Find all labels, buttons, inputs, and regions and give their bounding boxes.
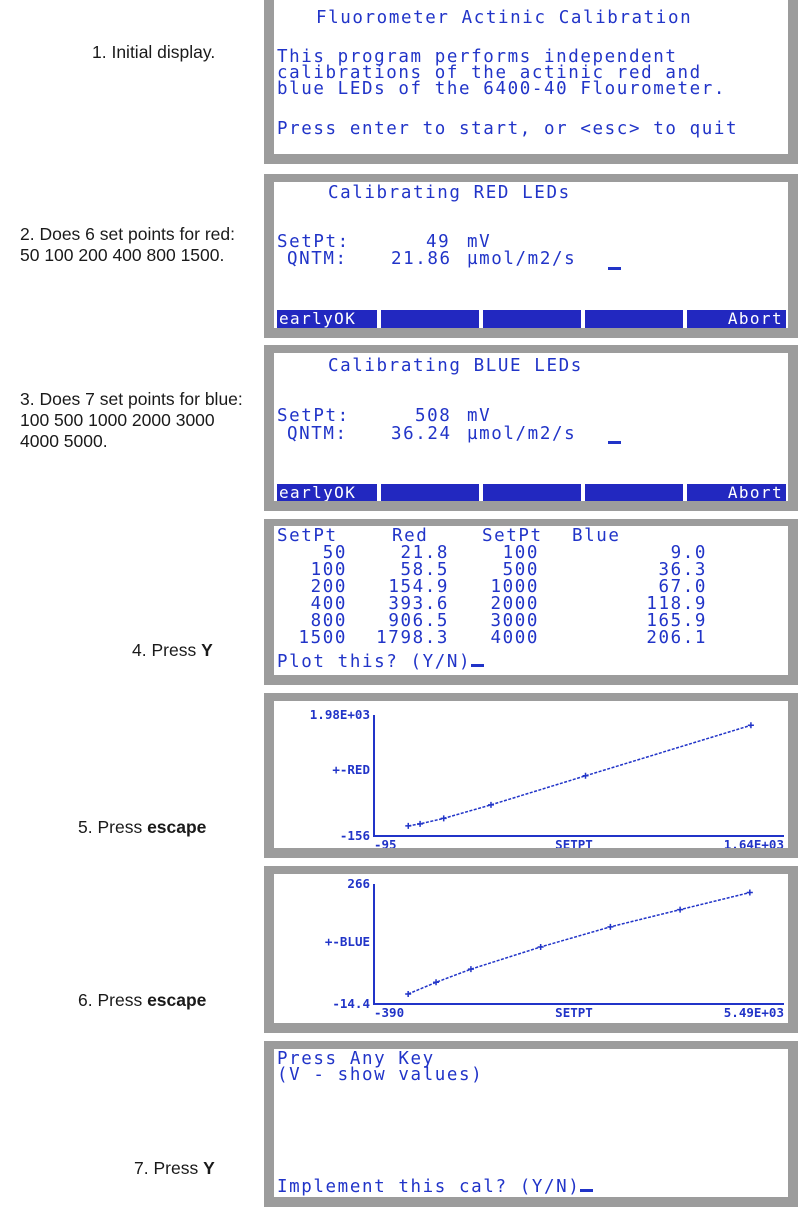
- blue-plot: [274, 874, 788, 1023]
- blue-plot-ylabel: +-BLUE: [324, 934, 370, 949]
- screen-3-setpt-value: 508: [415, 406, 452, 426]
- step-5-caption: [78, 817, 206, 838]
- screen-1-line-3: blue LEDs of the 6400-40 Flourometer.: [277, 79, 727, 99]
- table-cell: 100: [310, 560, 347, 580]
- blue-plot-ymax: 266: [347, 876, 370, 891]
- fkey-earlyok-button[interactable]: earlyOK: [277, 310, 377, 328]
- screen-3-cursor: [608, 441, 621, 444]
- screen-2-title: Calibrating RED LEDs: [328, 183, 571, 203]
- screen-5-display: [274, 701, 788, 848]
- red-plot-axes: [374, 715, 784, 836]
- red-plot-data-point: [582, 773, 588, 779]
- red-plot-ymax: 1.98E+03: [309, 707, 370, 722]
- step-4-caption: [132, 640, 213, 661]
- blue-plot-xlabel: SETPT: [555, 1005, 593, 1020]
- table-header-blue: Blue: [572, 526, 621, 546]
- screen-7-display: [274, 1049, 788, 1197]
- step-6-caption: [78, 990, 206, 1011]
- step-2-caption: 2. Does 6 set points for red: 50 100 200 400 800 1500.: [20, 224, 235, 265]
- screen-3-setpt-unit: mV: [467, 406, 492, 426]
- red-plot-xmin: -95: [374, 837, 397, 849]
- screen-5-frame: [264, 693, 798, 858]
- blue-plot-series-line: [408, 893, 750, 994]
- table-header-setpt-red: SetPt: [277, 526, 338, 546]
- screen-1-display: [274, 0, 788, 154]
- table-header-red: Red: [392, 526, 429, 546]
- fkey-earlyok-button[interactable]: earlyOK: [277, 484, 377, 501]
- step-7-caption: [134, 1158, 215, 1179]
- screen-2-qntm-unit: µmol/m2/s: [467, 249, 577, 269]
- table-cell: 58.5: [400, 560, 449, 580]
- screen-3-display: [274, 353, 788, 501]
- table-cell: 1500: [298, 628, 347, 648]
- screen-3-title: Calibrating BLUE LEDs: [328, 356, 583, 376]
- screen-1-line-1: This program performs independent: [277, 47, 678, 67]
- table-cell: 393.6: [388, 594, 449, 614]
- table-cell: 21.8: [400, 543, 449, 563]
- fkey-3-button[interactable]: [483, 484, 581, 501]
- screen-3-setpt-label: SetPt:: [277, 406, 350, 426]
- blue-plot-ymin: -14.4: [332, 996, 370, 1011]
- screen-2-setpt-unit: mV: [467, 232, 492, 252]
- table-cell: 165.9: [646, 611, 707, 631]
- step-4-prefix: 4. Press: [132, 640, 202, 660]
- screen-2-qntm-label: QNTM:: [287, 249, 348, 269]
- screen-4-frame: [264, 519, 798, 685]
- screen-4-display: [274, 526, 788, 675]
- screen-3-function-keys: [277, 484, 786, 501]
- red-plot-xmax: 1.64E+03: [723, 837, 784, 849]
- red-plot-data-point: [488, 802, 494, 808]
- blue-plot-data-point: [747, 890, 753, 896]
- fkey-abort-button[interactable]: Abort: [687, 484, 786, 501]
- step-4-key: Y: [201, 640, 213, 660]
- blue-plot-data-point: [433, 979, 439, 985]
- screen-2-setpt-value: 49: [426, 232, 451, 252]
- fkey-4-button[interactable]: [585, 310, 683, 328]
- blue-plot-data-point: [405, 991, 411, 997]
- red-plot-series-line: [408, 725, 751, 826]
- fkey-2-button[interactable]: [381, 484, 479, 501]
- table-header-setpt-blue: SetPt: [482, 526, 543, 546]
- screen-7-line-1: Press Any Key: [277, 1049, 435, 1069]
- table-cell: 2000: [490, 594, 539, 614]
- screen-3-frame: [264, 345, 798, 511]
- fkey-2-button[interactable]: [381, 310, 479, 328]
- table-cell: 400: [310, 594, 347, 614]
- step-5-key: escape: [147, 817, 207, 837]
- table-cell: 154.9: [388, 577, 449, 597]
- screen-2-qntm-value: 21.86: [391, 249, 452, 269]
- table-cell: 118.9: [646, 594, 707, 614]
- blue-plot-axes: [374, 884, 784, 1004]
- screen-2-cursor: [608, 267, 621, 270]
- fkey-abort-button[interactable]: Abort: [687, 310, 786, 328]
- step-5-prefix: 5. Press: [78, 817, 148, 837]
- table-cell: 206.1: [646, 628, 707, 648]
- implement-prompt-text: Implement this cal? (Y/N): [277, 1177, 581, 1197]
- step-3-caption: 3. Does 7 set points for blue: 100 500 1000 2000 3000 4000 5000.: [20, 389, 243, 451]
- table-cell: 200: [310, 577, 347, 597]
- step-1-caption: 1. Initial display.: [92, 42, 216, 62]
- step-6-prefix: 6. Press: [78, 990, 148, 1010]
- blue-plot-data-point: [677, 907, 683, 913]
- plot-prompt-text: Plot this? (Y/N): [277, 652, 472, 672]
- step-7-key: Y: [203, 1158, 215, 1178]
- table-cell: 3000: [490, 611, 539, 631]
- table-cell: 67.0: [658, 577, 707, 597]
- screen-2-frame: [264, 174, 798, 338]
- fkey-3-button[interactable]: [483, 310, 581, 328]
- table-cell: 1798.3: [376, 628, 449, 648]
- screen-6-frame: [264, 866, 798, 1033]
- blue-plot-data-point: [538, 944, 544, 950]
- screen-7-line-2: (V - show values): [277, 1065, 484, 1085]
- screen-7-prompt: [277, 1179, 593, 1196]
- table-cell: 100: [502, 543, 539, 563]
- screen-3-qntm-value: 36.24: [391, 424, 452, 444]
- screen-4-prompt: [277, 654, 484, 671]
- table-cell: 800: [310, 611, 347, 631]
- table-cell: 36.3: [658, 560, 707, 580]
- red-plot-data-point: [405, 823, 411, 829]
- red-plot-xlabel: SETPT: [555, 837, 593, 849]
- screen-2-function-keys: [277, 310, 786, 328]
- screen-7-frame: [264, 1041, 798, 1207]
- table-cell: 4000: [490, 628, 539, 648]
- screen-1-title: Fluorometer Actinic Calibration: [316, 8, 693, 28]
- blue-plot-data-point: [468, 966, 474, 972]
- screen-3-qntm-label: QNTM:: [287, 424, 348, 444]
- screen-7-cursor: [580, 1189, 593, 1192]
- screen-2-setpt-label: SetPt:: [277, 232, 350, 252]
- screen-3-qntm-unit: µmol/m2/s: [467, 424, 577, 444]
- screen-1-prompt: Press enter to start, or <esc> to quit: [277, 119, 739, 139]
- screen-2-display: [274, 182, 788, 328]
- blue-plot-data-point: [607, 924, 613, 930]
- screen-1-line-2: calibrations of the actinic red and: [277, 63, 702, 83]
- red-plot-data-point: [417, 821, 423, 827]
- red-plot-data-point: [441, 815, 447, 821]
- red-plot-ymin: -156: [339, 828, 370, 843]
- step-7-prefix: 7. Press: [134, 1158, 204, 1178]
- red-plot-ylabel: +-RED: [332, 762, 370, 777]
- red-plot-data-point: [748, 722, 754, 728]
- table-cell: 9.0: [670, 543, 707, 563]
- red-plot: [274, 701, 788, 848]
- blue-plot-xmin: -390: [374, 1005, 405, 1020]
- table-cell: 1000: [490, 577, 539, 597]
- screen-4-cursor: [471, 664, 484, 667]
- screen-6-display: [274, 874, 788, 1023]
- step-6-key: escape: [147, 990, 207, 1010]
- blue-plot-xmax: 5.49E+03: [723, 1005, 784, 1020]
- fkey-4-button[interactable]: [585, 484, 683, 501]
- table-cell: 906.5: [388, 611, 449, 631]
- table-cell: 50: [322, 543, 347, 563]
- screen-1-frame: [264, 0, 798, 164]
- table-cell: 500: [502, 560, 539, 580]
